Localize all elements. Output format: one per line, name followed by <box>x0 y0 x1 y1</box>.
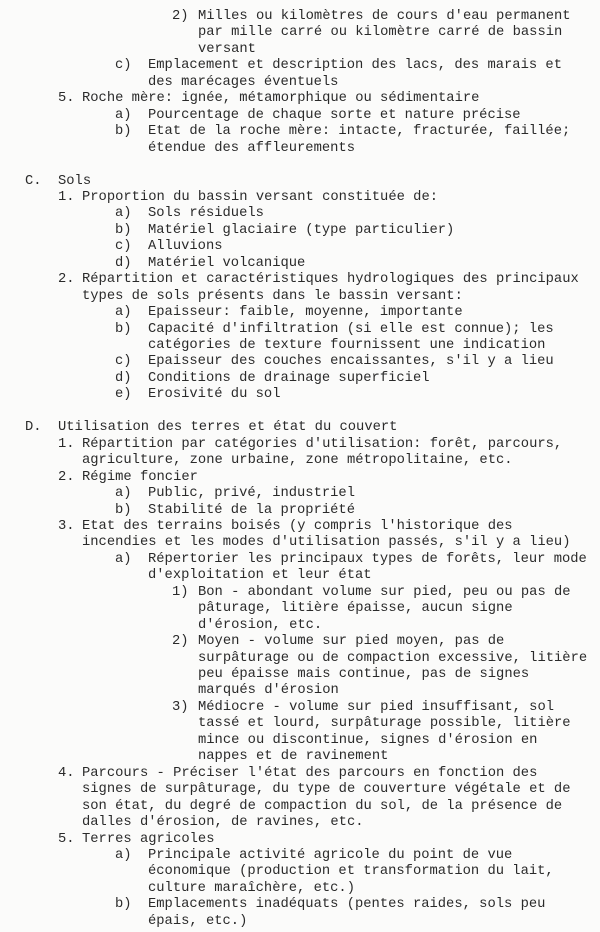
outline-item <box>0 585 600 601</box>
outline-continuation-line <box>0 535 600 551</box>
outline-item <box>0 519 600 535</box>
outline-continuation-line <box>0 716 600 732</box>
outline-item <box>0 305 600 321</box>
item-marker: a) <box>115 486 132 502</box>
item-text: nappes et de ravinement <box>198 749 389 765</box>
outline-continuation-line <box>0 683 600 699</box>
item-text: Roche mère: ignée, métamorphique ou sédimentaire <box>82 91 480 107</box>
outline-item <box>0 190 600 206</box>
item-text: son état, du degré de compaction du sol, de la présence de <box>82 798 563 814</box>
item-marker: b) <box>115 321 132 337</box>
item-text: Erosivité du sol <box>148 387 281 403</box>
item-text: Moyen - volume sur pied moyen, pas de <box>198 634 505 650</box>
item-text: Milles ou kilomètres de cours d'eau permanent <box>198 9 571 24</box>
outline-item <box>0 766 600 782</box>
outline-continuation-line <box>0 618 600 634</box>
outline-item <box>0 832 600 848</box>
item-marker: e) <box>115 387 132 403</box>
item-text: économique (production et transformation du lait, <box>148 864 554 880</box>
item-text: Répertorier les principaux types de forêts, leur mode <box>148 551 587 567</box>
outline-continuation-line <box>0 601 600 617</box>
item-marker: 3) <box>172 699 189 715</box>
item-text: versant <box>198 41 256 57</box>
item-text: étendue des affleurements <box>148 140 355 156</box>
item-text: Sols résiduels <box>148 206 264 222</box>
item-marker: 5. <box>58 91 75 107</box>
item-text: agriculture, zone urbaine, zone métropolitaine, etc. <box>82 453 513 469</box>
outline-item <box>0 470 600 486</box>
item-marker: c) <box>115 239 132 255</box>
outline-item <box>0 387 600 403</box>
outline-item <box>0 634 600 650</box>
item-marker: d) <box>115 255 132 271</box>
item-text: Conditions de drainage superficiel <box>148 370 430 386</box>
outline-item <box>0 322 600 338</box>
item-marker: d) <box>115 370 132 386</box>
outline-continuation-line <box>0 75 600 91</box>
item-text: Matériel volcanique <box>148 255 306 271</box>
item-text: Répartition par catégories d'utilisation: forêt, parcours, <box>82 436 563 452</box>
outline-item <box>0 239 600 255</box>
item-text: Etat des terrains boisés (y compris l'historique des <box>82 518 513 534</box>
item-text: épais, etc.) <box>148 913 248 929</box>
item-marker: 2. <box>58 272 75 288</box>
item-text: Public, privé, industriel <box>148 486 355 502</box>
item-text: peu épaisse mais continue, pas de signes <box>198 667 530 682</box>
outline-item <box>0 897 600 913</box>
outline-continuation-line <box>0 568 600 584</box>
item-marker: b) <box>115 502 132 518</box>
item-text: par mille carré ou kilomètre carré de bassin <box>198 25 563 41</box>
outline-continuation-line <box>0 749 600 765</box>
item-marker: b) <box>115 124 132 140</box>
item-text: Stabilité de la propriété <box>148 502 355 518</box>
item-marker: a) <box>115 107 132 123</box>
outline-item <box>0 848 600 864</box>
outline-item <box>0 272 600 288</box>
item-marker: a) <box>115 551 132 567</box>
item-text: Capacité d'infiltration (si elle est connue); les <box>148 321 554 337</box>
item-text: Répartition et caractéristiques hydrologiques des principaux <box>82 272 579 288</box>
item-text: Bon - abondant volume sur pied, peu ou pas de <box>198 584 571 600</box>
item-marker: a) <box>115 206 132 222</box>
item-marker: c) <box>115 354 132 370</box>
outline-continuation-line <box>0 338 600 354</box>
outline-continuation-line <box>0 815 600 831</box>
outline-continuation-line <box>0 881 600 897</box>
outline-item <box>0 91 600 107</box>
item-text: Terres agricoles <box>82 831 215 847</box>
item-text: Pourcentage de chaque sorte et nature précise <box>148 107 521 123</box>
outline-continuation-line <box>0 799 600 815</box>
outline-continuation-line <box>0 289 600 305</box>
item-marker: 2) <box>172 9 189 24</box>
outline-continuation-line <box>0 42 600 58</box>
item-text: Utilisation des terres et état du couvert <box>58 420 398 436</box>
outline-item <box>0 486 600 502</box>
item-text: types de sols présents dans le bassin versant: <box>82 288 463 304</box>
item-text: Régime foncier <box>82 469 198 485</box>
outline-continuation-line <box>0 667 600 683</box>
item-marker: c) <box>115 58 132 74</box>
item-text: signes de surpâturage, du type de couverture végétale et de <box>82 782 571 798</box>
item-marker: 2) <box>172 634 189 650</box>
outline-item <box>0 58 600 74</box>
item-text: Médiocre - volume sur pied insuffisant, sol <box>198 699 555 715</box>
outline-item <box>0 552 600 568</box>
item-text: Emplacements inadéquats (pentes raides, sols peu <box>148 897 546 913</box>
item-text: tassé et lourd, surpâturage possible, litière <box>198 716 571 732</box>
item-text: marqués d'érosion <box>198 683 339 699</box>
outline-item <box>0 9 600 25</box>
item-text: Parcours - Préciser l'état des parcours en fonction des <box>82 765 538 781</box>
outline-item <box>0 420 600 436</box>
item-text: Proportion du bassin versant constituée de: <box>82 189 439 205</box>
item-marker: a) <box>115 305 132 321</box>
item-text: dalles d'érosion, de ravines, etc. <box>82 815 364 831</box>
item-marker: b) <box>115 897 132 913</box>
item-text: incendies et les modes d'utilisation passés, s'il y a lieu) <box>82 535 571 551</box>
outline-continuation-line <box>0 25 600 41</box>
item-text: Alluvions <box>148 239 223 255</box>
outline-continuation-line <box>0 453 600 469</box>
item-text: catégories de texture fournissent une indication <box>148 338 546 353</box>
outline-item <box>0 108 600 124</box>
item-text: des marécages éventuels <box>148 74 339 90</box>
item-text: surpâturage ou de compaction excessive, litière <box>198 650 588 666</box>
item-text: Principale activité agricole du point de vue <box>148 847 513 863</box>
item-text: culture maraîchère, etc.) <box>148 880 355 896</box>
item-marker: 4. <box>58 765 75 781</box>
outline-continuation-line <box>0 733 600 749</box>
item-text: d'érosion, etc. <box>198 617 323 633</box>
item-text: Epaisseur: faible, moyenne, importante <box>148 305 463 321</box>
item-marker: 1) <box>172 584 189 600</box>
outline-continuation-line <box>0 914 600 930</box>
outline-item <box>0 174 600 190</box>
outline-continuation-line <box>0 651 600 667</box>
item-text: Matériel glaciaire (type particulier) <box>148 222 455 238</box>
outline-item <box>0 223 600 239</box>
item-marker: 2. <box>58 469 75 485</box>
outline-item <box>0 354 600 370</box>
outline-item <box>0 437 600 453</box>
item-marker: 5. <box>58 831 75 847</box>
item-marker: b) <box>115 222 132 238</box>
outline-continuation-line <box>0 782 600 798</box>
item-marker: a) <box>115 847 132 863</box>
outline-item <box>0 206 600 222</box>
item-text: Etat de la roche mère: intacte, fracturée, faillée; <box>148 124 571 140</box>
outline-item <box>0 124 600 140</box>
item-marker: 1. <box>58 436 75 452</box>
outline-continuation-line <box>0 141 600 157</box>
item-text: d'exploitation et leur état <box>148 568 372 584</box>
outline-item <box>0 700 600 716</box>
outline-item <box>0 371 600 387</box>
item-marker: 3. <box>58 518 75 534</box>
item-text: Epaisseur des couches encaissantes, s'il y a lieu <box>148 354 554 370</box>
outline-continuation-line <box>0 864 600 880</box>
item-text: Sols <box>58 173 92 189</box>
item-text: pâturage, litière épaisse, aucun signe <box>198 601 513 617</box>
outline-item <box>0 503 600 519</box>
outline-item <box>0 256 600 272</box>
item-marker: 1. <box>58 189 75 205</box>
item-text: mince ou discontinue, signes d'érosion en <box>198 732 538 748</box>
item-marker: C. <box>25 173 42 189</box>
item-marker: D. <box>25 420 42 436</box>
item-text: Emplacement et description des lacs, des marais et <box>148 58 562 74</box>
